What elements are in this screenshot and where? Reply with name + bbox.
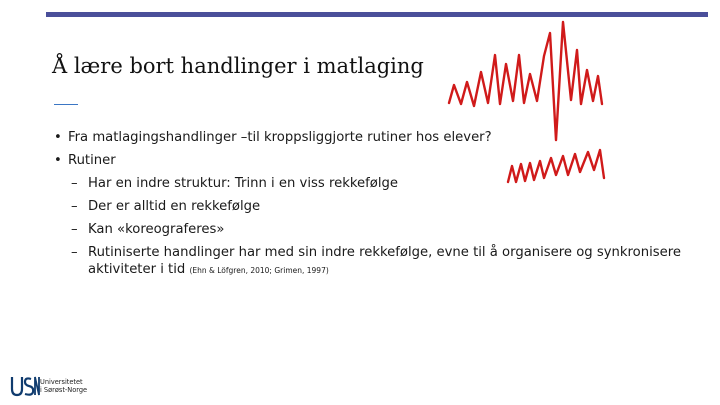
university-name-line2: i Sørøst-Norge [40, 386, 88, 394]
bullet-list [52, 126, 712, 282]
rhythm-wave-large [449, 22, 602, 140]
sub-bullet-item [52, 172, 712, 195]
sub-bullet-item [52, 195, 712, 218]
dash-marker: – [71, 176, 78, 191]
sub-bullet-text: Har en indre struktur: Trinn i en viss rekkefølge [88, 176, 398, 191]
bullet-marker: • [54, 130, 62, 145]
sub-bullet-text: Kan «koreograferes» [88, 222, 225, 237]
bullet-text: Fra matlagingshandlinger –til kroppsliggjorte rutiner hos elever? [68, 130, 492, 145]
continuation-text: aktiviteter i tid [88, 262, 186, 277]
slide-title: Å lære bort handlinger i matlaging [52, 54, 424, 78]
dash-marker: – [71, 245, 78, 260]
sub-bullet-continuation [52, 258, 712, 282]
bullet-item [52, 126, 712, 149]
bullet-text: Rutiner [68, 153, 116, 168]
sub-bullet-text: Der er alltid en rekkefølge [88, 199, 261, 214]
university-name-line1: Universitetet [40, 378, 83, 386]
usn-logo-mark [10, 374, 40, 398]
university-name [40, 378, 87, 394]
sub-bullet-text: Rutiniserte handlinger har med sin indre rekkefølge, evne til å organisere og synkronisere [88, 245, 681, 260]
citation: (Ehn & Löfgren, 2010; Grimen, 1997) [189, 266, 329, 275]
dash-marker: – [71, 199, 78, 214]
bullet-item [52, 149, 712, 172]
sub-bullet-item [52, 218, 712, 241]
bullet-marker: • [54, 153, 62, 168]
dash-marker: – [71, 222, 78, 237]
